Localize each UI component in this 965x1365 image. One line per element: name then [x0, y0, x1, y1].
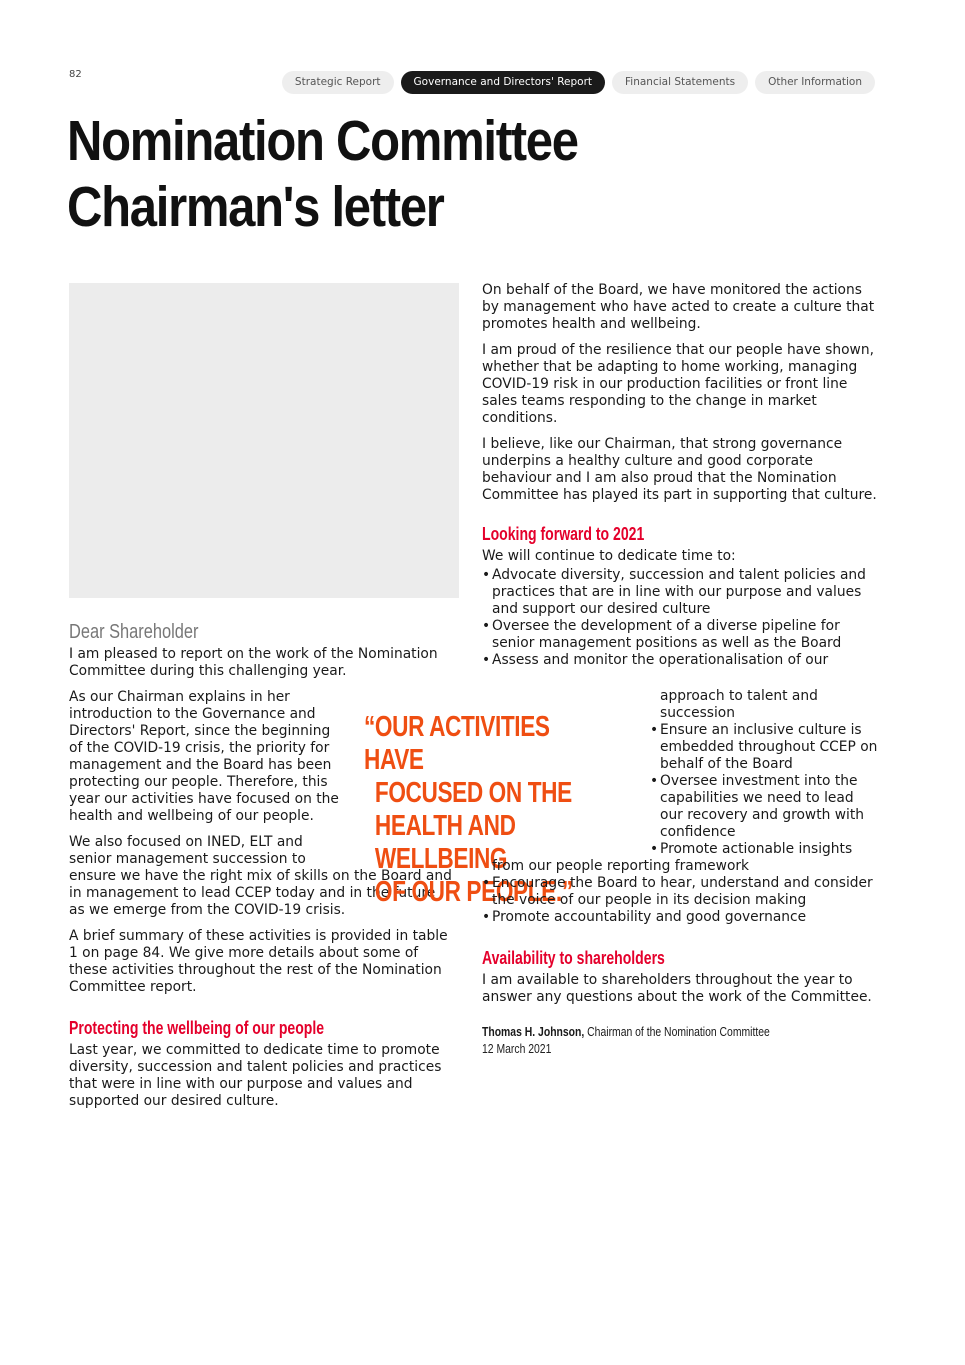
signature-name: Thomas H. Johnson,: [482, 1024, 585, 1039]
list-item: • Encourage the Board to hear, understand and consider the voice of our people in its decision making: [482, 875, 877, 909]
list-item: • Oversee investment into the capabilities we need to lead our recovery and growth with confidence: [650, 773, 880, 841]
left-paragraph-4: A brief summary of these activities is provided in table 1 on page 84. We give more details about some of these activities throughout the rest of the Nomination Committee report.: [69, 928, 448, 995]
greeting: Dear Shareholder: [69, 621, 199, 643]
heading-availability: Availability to shareholders: [482, 948, 665, 968]
right-paragraph-1: On behalf of the Board, we have monitored the actions by management who have acted to create a culture that promotes health and wellbeing.: [482, 282, 875, 332]
pull-quote-line1: “OUR ACTIVITIES HAVE: [364, 711, 550, 776]
page-number: 82: [69, 69, 82, 80]
page-title-line2: Chairman's letter: [67, 175, 444, 239]
list-item-continuation: approach to talent and succession: [660, 688, 818, 721]
signature-date: 12 March 2021: [482, 1041, 552, 1056]
left-paragraph-3b: ensure we have the right mix of skills on the Board and in management to lead CCEP today and in the future as we emerge from the COVID-19 crisis.: [69, 868, 452, 918]
page-title: [67, 108, 583, 240]
forward-list-top: [482, 567, 877, 669]
signature-line: [482, 1023, 798, 1040]
section-nav: [282, 71, 875, 94]
tab-governance-report[interactable]: Governance and Directors' Report: [401, 71, 605, 94]
heading-protecting-wellbeing: Protecting the wellbeing of our people: [69, 1018, 325, 1038]
tab-financial-statements[interactable]: Financial Statements: [612, 71, 748, 94]
tab-strategic-report[interactable]: Strategic Report: [282, 71, 394, 94]
heading-looking-forward: Looking forward to 2021: [482, 524, 645, 544]
list-item: • Assess and monitor the operationalisation of our: [482, 652, 877, 669]
right-column-top: [482, 282, 877, 669]
signature-role: Chairman of the Nomination Committee: [587, 1024, 770, 1039]
pull-quote-line4: OF OUR PEOPLE.”: [374, 876, 573, 908]
forward-list-bottom: [482, 875, 877, 926]
page-title-line1: Nomination Committee: [67, 109, 578, 173]
chairman-photo-placeholder: [69, 283, 459, 598]
right-paragraph-3: I believe, like our Chairman, that strong governance underpins a healthy culture and good corporate behaviour and I am also proud that the Nomination Committee has played its part in supporting that culture.: [482, 436, 877, 503]
right-paragraph-4: I am available to shareholders throughout the year to answer any questions about the work of the Committee.: [482, 972, 872, 1005]
list-item: • Promote actionable insights: [650, 841, 880, 858]
list-item: • Advocate diversity, succession and talent policies and practices that are in line with our purpose and values and support our desired culture: [482, 567, 877, 618]
tab-other-information[interactable]: Other Information: [755, 71, 875, 94]
right-column-indented: [650, 688, 880, 858]
left-paragraph-1: I am pleased to report on the work of the Nomination Committee during this challenging year.: [69, 646, 438, 679]
list-item: • Ensure an inclusive culture is embedded throughout CCEP on behalf of the Board: [650, 722, 880, 773]
left-paragraph-2: As our Chairman explains in her introduction to the Governance and Directors' Report, since the beginning of the COVID-19 crisis, the priority for management and the Board has been protecting our people. Therefore, this year our activities have focused on the health and wellbeing of our people.: [69, 689, 339, 824]
right-paragraph-2: I am proud of the resilience that our people have shown, whether that be adapting to home working, managing COVID-19 risk in our production facilities or front line sales teams responding to the change in market conditions.: [482, 342, 874, 426]
pull-quote-line2: FOCUSED ON THE: [374, 777, 572, 809]
left-paragraph-5: Last year, we committed to dedicate time to promote diversity, succession and talent policies and practices that were in line with our purpose and values and supported our desired culture.: [69, 1042, 442, 1109]
pull-quote-line3: HEALTH AND WELLBEING: [374, 810, 516, 875]
forward-list-mid: [650, 722, 880, 858]
list-item: • Promote accountability and good governance: [482, 909, 877, 926]
list-item-continuation: from our people reporting framework: [492, 858, 750, 874]
left-paragraph-3a: We also focused on INED, ELT and senior management succession to: [69, 834, 306, 867]
right-intro: We will continue to dedicate time to:: [482, 548, 736, 564]
list-item: • Oversee the development of a diverse pipeline for senior management positions as well as the Board: [482, 618, 877, 652]
right-column-bottom: [482, 858, 877, 1057]
